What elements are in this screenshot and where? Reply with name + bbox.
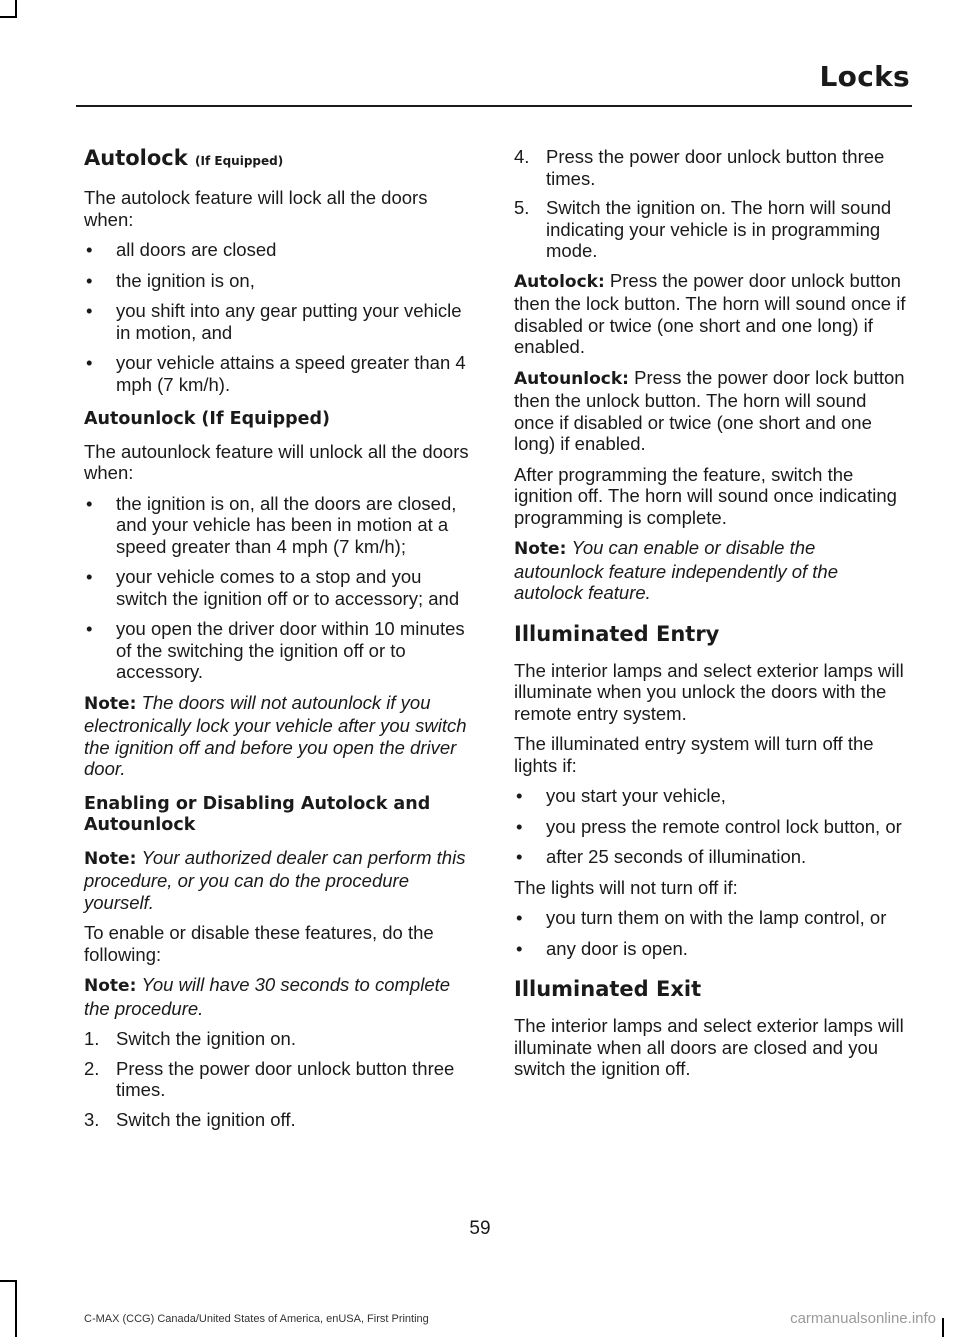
paragraph-autolock: Autolock: Press the power door unlock button then the lock button. The horn will sound once if disabled or twice (one short and one long) if enabled.	[514, 269, 906, 357]
section-heading-enabling: Enabling or Disabling Autolock and Autounlock	[84, 793, 431, 835]
watermark: carmanualsonline.info	[790, 1310, 936, 1327]
page-title: Locks	[819, 60, 910, 93]
list-item: • you turn them on with the lamp control, or	[516, 907, 887, 928]
step-item: 3. Switch the ignition off.	[84, 1108, 296, 1130]
list-item: • your vehicle attains a speed greater than 4 mph (7 km/h).	[86, 352, 466, 395]
note: Note: You will have 30 seconds to complete the procedure.	[84, 974, 451, 1019]
section-heading-illuminated-exit: Illuminated Exit	[514, 977, 702, 1001]
list-item: • any door is open.	[516, 937, 688, 959]
note: Note: Your authorized dealer can perform this procedure, or you can do the procedure yourself.	[84, 846, 466, 913]
list-item: • the ignition is on, all the doors are closed, and your vehicle has been in motion at a speed greater than 4 mph (7 km/h);	[86, 492, 457, 557]
step-item: 1. Switch the ignition on.	[84, 1028, 296, 1049]
paragraph: The illuminated entry system will turn off the lights if:	[514, 733, 874, 776]
list-item: • you shift into any gear putting your vehicle in motion, and	[86, 300, 462, 343]
paragraph: The autounlock feature will unlock all the doors when:	[84, 440, 469, 483]
paragraph-autounlock: Autounlock: Press the power door lock button then the unlock button. The horn will sound once if disabled or twice (one short and one long) if enabled.	[514, 366, 905, 454]
left-column	[84, 146, 476, 1138]
crop-mark	[15, 1280, 17, 1337]
list-item: • you press the remote control lock button, or	[516, 815, 902, 837]
section-heading-autounlock: Autounlock (If Equipped)	[84, 409, 331, 429]
paragraph: The autolock feature will lock all the doors when:	[84, 187, 428, 230]
header-divider	[76, 105, 912, 107]
note: Note: You can enable or disable the autounlock feature independently of the autolock feature.	[514, 537, 838, 603]
crop-mark	[0, 16, 17, 18]
section-heading-illuminated-entry: Illuminated Entry	[514, 621, 720, 646]
right-column	[514, 146, 906, 1089]
crop-mark	[942, 1318, 944, 1337]
list-item: • your vehicle comes to a stop and you switch the ignition off or to accessory; and	[86, 566, 460, 609]
if-equipped-label: (If Equipped)	[195, 154, 284, 168]
list-item: • you open the driver door within 10 minutes of the switching the ignition off or to accessory.	[86, 618, 465, 682]
step-item: 4. Press the power door unlock button three times.	[514, 146, 885, 189]
paragraph: After programming the feature, switch the ignition off. The horn will sound once indicating programming is complete.	[514, 463, 897, 528]
paragraph: The interior lamps and select exterior lamps will illuminate when you unlock the doors with the remote entry system.	[514, 659, 904, 724]
footer-text: C-MAX (CCG) Canada/United States of America, enUSA, First Printing	[84, 1313, 429, 1325]
step-item: 2. Press the power door unlock button three times.	[84, 1057, 455, 1100]
list-item: • all doors are closed	[86, 239, 277, 260]
section-heading-autolock: Autolock (If Equipped)	[84, 146, 284, 170]
paragraph: To enable or disable these features, do the following:	[84, 922, 434, 965]
list-item: • the ignition is on,	[86, 269, 255, 291]
note: Note: The doors will not autounlock if you electronically lock your vehicle after you switch the ignition off and before you open the driver door.	[84, 691, 467, 779]
crop-mark	[0, 1280, 17, 1282]
list-item: • you start your vehicle,	[516, 785, 726, 806]
list-item: • after 25 seconds of illumination.	[516, 846, 807, 867]
page-number: 59	[469, 1218, 491, 1239]
paragraph: The interior lamps and select exterior lamps will illuminate when all doors are closed and you switch the ignition off.	[514, 1015, 904, 1079]
paragraph: The lights will not turn off if:	[514, 876, 738, 898]
step-item: 5. Switch the ignition on. The horn will sound indicating your vehicle is in programming mode.	[514, 197, 892, 261]
